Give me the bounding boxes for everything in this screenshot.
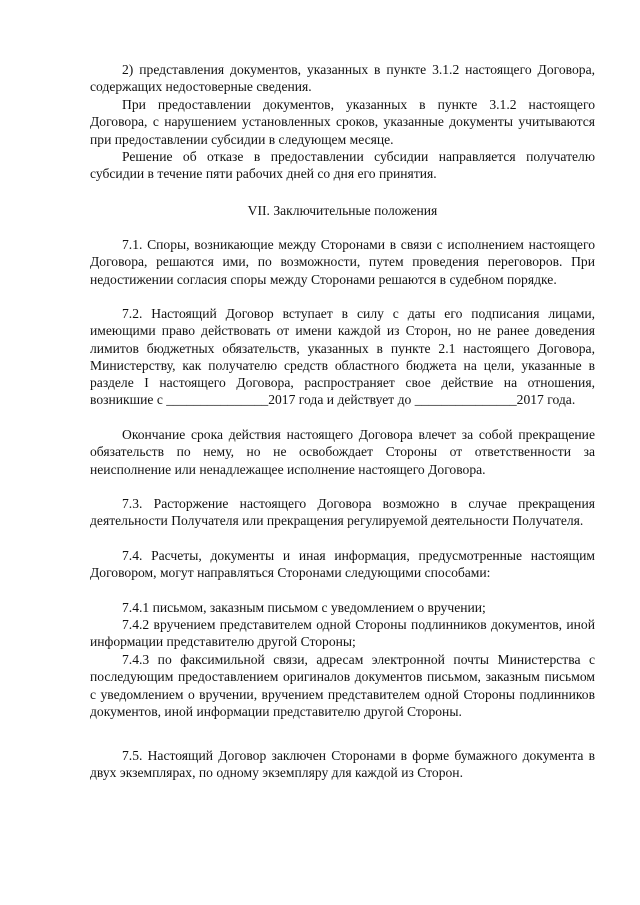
section-heading-final-provisions: VII. Заключительные положения xyxy=(247,203,438,218)
paragraph-7-2-entry-into-force: 7.2. Настоящий Договор вступает в силу с даты его подписания лицами, имеющими право действовать от имени каждой из Сторон, но не ранее доведения лимитов бюджетных обязательств, указанных в пункте 2.1 настоящего Договора, Министерству, как получателю средств областного бюджета на цели, указанные в разделе I настоящего Договора, распространяет свое действие на отношения, возникшие с _______________2017 года и действует до _______________2017 года. xyxy=(90,306,595,408)
paragraph-7-4-communications: 7.4. Расчеты, документы и иная информация, предусмотренные настоящим Договором, могут направляться Сторонами следующими способами: xyxy=(90,548,595,581)
paragraph-7-4-2-delivery: 7.4.2 вручением представителем одной Стороны подлинников документов, иной информации представителю другой Стороны; xyxy=(90,617,595,650)
paragraph-late-submission: При предоставлении документов, указанных в пункте 3.1.2 настоящего Договора, с нарушением установленных сроков, указанные документы учитываются при предоставлении субсидии в следующем месяце. xyxy=(90,97,595,147)
paragraph-refusal-decision: Решение об отказе в предоставлении субсидии направляется получателю субсидии в течение пяти рабочих дней со дня его принятия. xyxy=(90,149,595,182)
paragraph-7-3-termination: 7.3. Расторжение настоящего Договора возможно в случае прекращения деятельности Получателя или прекращения регулируемой деятельности Получателя. xyxy=(90,496,595,529)
paragraph-7-4-1-mail: 7.4.1 письмом, заказным письмом с уведомлением о вручении; xyxy=(122,600,486,615)
paragraph-7-5-copies: 7.5. Настоящий Договор заключен Сторонами в форме бумажного документа в двух экземплярах, по одному экземпляру для каждой из Сторон. xyxy=(90,748,595,781)
paragraph-document-submission-invalid: 2) представления документов, указанных в пункте 3.1.2 настоящего Договора, содержащих недостоверные сведения. xyxy=(90,62,595,95)
paragraph-7-4-3-fax-email: 7.4.3 по факсимильной связи, адресам электронной почты Министерства с последующим предоставлением оригиналов документов письмом, заказным письмом с уведомлением о вручении, вручением представителем одной Стороны подлинников документов, иной информации представителю другой Стороны. xyxy=(90,652,595,719)
paragraph-7-1-disputes: 7.1. Споры, возникающие между Сторонами в связи с исполнением настоящего Договора, решаются ими, по возможности, путем проведения переговоров. При недостижении согласия споры между Сторонами решаются в судебном порядке. xyxy=(90,237,595,287)
paragraph-term-expiration: Окончание срока действия настоящего Договора влечет за собой прекращение обязательств по нему, но не освобождает Стороны от ответственности за неисполнение или ненадлежащее исполнение настоящего Договора. xyxy=(90,427,595,477)
